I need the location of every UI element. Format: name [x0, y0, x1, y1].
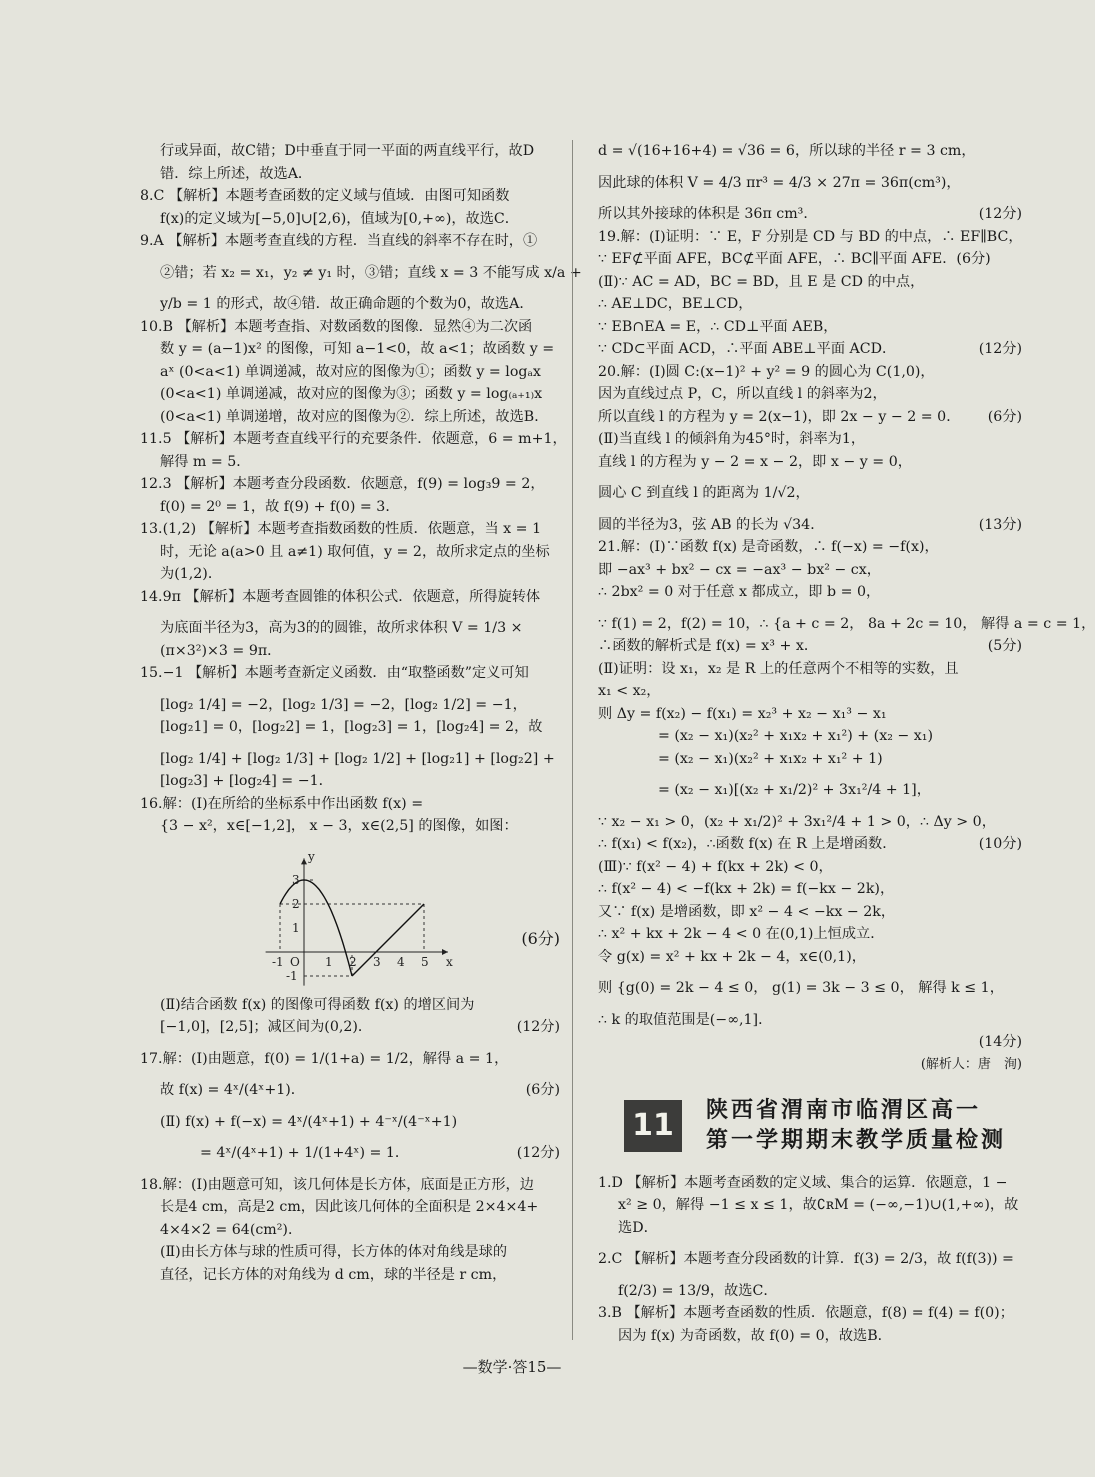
- text-line-content: 10.B 【解析】本题考查指、对数函数的图像．显然④为二次函: [140, 318, 533, 335]
- x-axis-label: x: [446, 954, 453, 969]
- text-line-content: 16.解：(Ⅰ)在所给的坐标系中作出函数 f(x) =: [140, 795, 424, 812]
- y-tick-label: -1: [286, 968, 298, 983]
- text-line: [598, 1194, 1022, 1217]
- section-title: [706, 1096, 1006, 1156]
- text-line: [598, 226, 1022, 249]
- text-line: [140, 518, 560, 541]
- text-line-content: 故 f(x) = 4ˣ/(4ˣ+1)．: [160, 1082, 305, 1098]
- text-line-content: 12.3 【解析】本题考查分段函数．依题意，f(9) = log₃9 = 2，: [140, 476, 545, 492]
- y-tick-label: 1: [292, 920, 300, 935]
- text-line: [140, 1079, 560, 1102]
- text-line: [598, 946, 1022, 969]
- left-lines: [140, 140, 582, 838]
- text-line-content: ∴ k 的取值范围是(−∞,1]．: [598, 1011, 773, 1028]
- text-line: [140, 140, 560, 163]
- text-line: [598, 923, 1022, 946]
- text-line: [598, 271, 1022, 294]
- text-line: [140, 361, 560, 384]
- text-line-content: 数 y = (a−1)x² 的图像，可知 a−1<0，故 a<1；故函数 y =: [160, 341, 555, 357]
- text-line-content: 错．综上所述，故选A．: [160, 165, 313, 182]
- text-line: [598, 248, 1022, 271]
- text-line-content: = (x₂ − x₁)(x₂² + x₁x₂ + x₁²) + (x₂ − x₁): [658, 728, 934, 744]
- origin-label: O: [290, 954, 300, 969]
- text-line-content: 选D．: [618, 1219, 658, 1236]
- text-line: [140, 451, 560, 474]
- text-line: [140, 694, 560, 717]
- text-line: [140, 586, 560, 609]
- text-line-content: 圆心 C 到直线 l 的距离为 1/√2，: [598, 485, 810, 501]
- text-line-content: = (x₂ − x₁)(x₂² + x₁x₂ + x₁² + 1): [658, 750, 883, 767]
- text-line: [598, 1217, 1022, 1240]
- text-line: [598, 428, 1022, 451]
- score-label: (12分): [978, 206, 1022, 222]
- text-line-content: 13.(1,2) 【解析】本题考查指数函数的性质．依题意，当 x = 1: [140, 521, 542, 537]
- text-line-content: (14分): [978, 1034, 1022, 1050]
- score-label: (10分): [978, 836, 1022, 852]
- score-label: (6分): [525, 1082, 560, 1098]
- text-line: [140, 496, 560, 519]
- text-line: [598, 748, 1022, 771]
- text-line-content: ∴ x² + kx + 2k − 4 < 0 在(0,1)上恒成立．: [598, 926, 885, 942]
- text-line-content: ∴函数的解析式是 f(x) = x³ + x．: [598, 638, 819, 654]
- function-graph: [140, 840, 560, 990]
- score-label: (5分): [987, 638, 1022, 654]
- text-line-content: 14.9π 【解析】本题考查圆锥的体积公式．依题意，所得旋转体: [140, 588, 541, 605]
- text-line-content: (Ⅲ)∵ f(x² − 4) + f(kx + 2k) < 0，: [598, 858, 833, 875]
- text-line-content: (0<a<1) 单调递减，故对应的图像为③；函数 y = log₍ₐ₊₁₎x: [160, 386, 543, 402]
- text-line-content: 15.−1 【解析】本题考查新定义函数．由“取整函数”定义可知: [140, 665, 529, 681]
- text-line: [598, 1031, 1022, 1054]
- text-line-content: 因为直线过点 P，C，所以直线 l 的斜率为2，: [598, 386, 887, 402]
- analyst-credit: (解析人：唐 洵): [920, 1056, 1022, 1072]
- text-line: [598, 316, 1022, 339]
- text-line: [598, 779, 1022, 802]
- text-line-content: (Ⅱ) f(x) + f(−x) = 4ˣ/(4ˣ+1) + 4⁻ˣ/(4⁻ˣ+1): [160, 1113, 458, 1130]
- text-line: [598, 406, 1022, 429]
- text-line-content: 令 g(x) = x² + kx + 2k − 4，x∈(0,1)，: [598, 948, 866, 965]
- text-line: [140, 1142, 560, 1165]
- text-line-content: 即 −ax³ + bx² − cx = −ax³ − bx² − cx，: [598, 561, 881, 578]
- text-line: [598, 536, 1022, 559]
- text-line-content: f(x)的定义域为[−5,0]∪[2,6)，值域为[0,+∞)，故选C．: [160, 210, 519, 227]
- text-line-content: 直径，记长方体的对角线为 d cm，球的半径是 r cm，: [160, 1266, 507, 1283]
- text-line: [140, 473, 560, 496]
- text-line-content: 长是4 cm，高是2 cm，因此该几何体的全面积是 2×4×4+: [160, 1199, 539, 1215]
- text-line: [140, 617, 560, 640]
- text-line-content: ②错；若 x₂ = x₁，y₂ ≠ y₁ 时，③错；直线 x = 3 不能写成 x/a +: [160, 264, 582, 281]
- score-label: (6分): [987, 408, 1022, 425]
- text-line-content: = 4ˣ/(4ˣ+1) + 1/(1+4ˣ) = 1．: [200, 1145, 410, 1161]
- text-line: [140, 262, 582, 285]
- x-tick-label: 4: [397, 954, 405, 969]
- text-line-content: [log₂3] + [log₂4] = −1．: [160, 773, 333, 789]
- text-line-content: [log₂ 1/4] + [log₂ 1/3] + [log₂ 1/2] + [log₂1] + [log₂2] +: [160, 750, 555, 767]
- left-column: [140, 140, 582, 1286]
- score-label: (12分): [516, 1145, 560, 1161]
- score-label: (12分): [978, 341, 1022, 357]
- section-title-line1: 陕西省渭南市临渭区高一: [706, 1097, 982, 1123]
- text-line: [598, 559, 1022, 582]
- text-line: [140, 406, 560, 429]
- text-line-content: (Ⅱ)当直线 l 的倾斜角为45°时，斜率为1，: [598, 431, 866, 447]
- text-line-content: ∴ AE⊥DC，BE⊥CD，: [598, 296, 753, 312]
- text-line-content: 1.D 【解析】本题考查函数的定义域、集合的运算．依题意，1 −: [598, 1174, 1008, 1191]
- text-line-content: 又∵ f(x) 是增函数，即 x² − 4 < −kx − 2k，: [598, 903, 896, 920]
- text-line: [598, 203, 1022, 226]
- text-line-content: 圆的半径为3，弦 AB 的长为 √34．: [598, 516, 825, 533]
- text-line-content: 为底面半径为3，高为3的的圆锥，故所求体积 V = 1/3 ×: [160, 620, 523, 636]
- y-tick-label: 3: [292, 872, 300, 887]
- text-line: [140, 316, 560, 339]
- text-line-content: ∵ f(1) = 2，f(2) = 10，∴ {a + c = 2， 8a + 2c = 10， 解得 a = c = 1，: [598, 615, 1095, 632]
- text-line: [140, 208, 560, 231]
- text-line: [140, 541, 560, 564]
- text-line: [140, 1174, 560, 1197]
- text-line: [598, 338, 1022, 361]
- text-line-content: (π×3²)×3 = 9π．: [160, 642, 282, 659]
- text-line-content: ∴ f(x² − 4) < −f(kx + 2k) = f(−kx − 2k)，: [598, 881, 895, 897]
- text-line: [598, 1009, 1022, 1032]
- text-line-content: 直线 l 的方程为 y − 2 = x − 2，即 x − y = 0，: [598, 453, 912, 470]
- text-line: [140, 563, 560, 586]
- text-line: [598, 514, 1022, 537]
- text-line: [598, 725, 1022, 748]
- text-line-content: 所以直线 l 的方程为 y = 2(x−1)，即 2x − y − 2 = 0．: [598, 408, 961, 425]
- text-line-content: (Ⅱ)由长方体与球的性质可得，长方体的体对角线是球的: [160, 1244, 508, 1260]
- section-number-badge: 11: [624, 1100, 682, 1152]
- text-line: [140, 1241, 560, 1264]
- text-line: [598, 140, 1022, 163]
- text-line-content: 8.C 【解析】本题考查函数的定义域与值域．由图可知函数: [140, 188, 510, 204]
- text-line: [140, 1048, 560, 1071]
- text-line: [598, 1325, 1022, 1348]
- text-line-content: = (x₂ − x₁)[(x₂ + x₁/2)² + 3x₁²/4 + 1]，: [658, 782, 931, 798]
- right-column: [598, 140, 1095, 1347]
- text-line: [598, 811, 1022, 834]
- text-line: [140, 185, 560, 208]
- text-line: [598, 856, 1022, 879]
- text-line-content: 21.解：(Ⅰ)∵函数 f(x) 是奇函数，∴ f(−x) = −f(x)，: [598, 539, 939, 555]
- text-line: [598, 172, 1022, 195]
- text-line-content: x₁ < x₂，: [598, 683, 661, 699]
- x-tick-label: -1: [272, 954, 284, 969]
- text-line: [598, 1280, 1022, 1303]
- text-line: [140, 770, 560, 793]
- text-line-content: f(0) = 2⁰ = 1，故 f(9) + f(0) = 3．: [160, 498, 400, 515]
- column-divider: [572, 140, 573, 1340]
- text-line-content: 9.A 【解析】本题考查直线的方程．当直线的斜率不存在时，①: [140, 233, 538, 249]
- text-line-content: [−1,0]，[2,5]；减区间为(0,2)．: [160, 1019, 373, 1035]
- text-line: [140, 815, 560, 838]
- text-line-content: 17.解：(Ⅰ)由题意，f(0) = 1/(1+a) = 1/2，解得 a = 1，: [140, 1050, 509, 1067]
- text-line: [598, 613, 1095, 636]
- text-line-content: 因此球的体积 V = 4/3 πr³ = 4/3 × 27π = 36π(cm³)，: [598, 174, 961, 191]
- text-line-content: 所以其外接球的体积是 36π cm³．: [598, 206, 818, 222]
- text-line: [140, 230, 560, 253]
- text-line-content: 为(1,2)．: [160, 566, 223, 582]
- text-line-content: 解得 m = 5．: [160, 453, 251, 470]
- text-line-content: f(2/3) = 13/9，故选C．: [618, 1282, 778, 1299]
- text-line-content: 因为 f(x) 为奇函数，故 f(0) = 0，故选B．: [618, 1327, 892, 1344]
- section-banner: [598, 1094, 1022, 1164]
- x-tick-label: 3: [373, 954, 381, 969]
- text-line-content: [log₂ 1/4] = −2，[log₂ 1/3] = −2，[log₂ 1/2] = −1，: [160, 696, 527, 713]
- text-line: [140, 662, 560, 685]
- text-line: [598, 451, 1022, 474]
- text-line-content: 3.B 【解析】本题考查函数的性质．依题意，f(8) = f(4) = f(0)；: [598, 1305, 1014, 1321]
- text-line-content: ∵ CD⊂平面 ACD，∴平面 ABE⊥平面 ACD．: [598, 341, 897, 357]
- graph-score: (6分): [521, 928, 560, 948]
- right-lines-after: [598, 1172, 1022, 1348]
- text-line-content: {3 − x²，x∈[−1,2]， x − 3，x∈(2,5] 的图像，如图：: [160, 818, 518, 834]
- text-line-content: [log₂1] = 0，[log₂2] = 1，[log₂3] = 1，[log₂4] = 2，故: [160, 719, 543, 735]
- text-line-content: 则 {g(0) = 2k − 4 ≤ 0， g(1) = 3k − 3 ≤ 0， 解得 k ≤ 1，: [598, 980, 1004, 996]
- text-line-content: 行或异面，故C错；D中垂直于同一平面的两直线平行，故D: [160, 143, 535, 159]
- text-line-content: ∵ x₂ − x₁ > 0，(x₂ + x₁/2)² + 3x₁²/4 + 1 > 0，∴ Δy > 0，: [598, 813, 996, 830]
- text-line-content: 则 Δy = f(x₂) − f(x₁) = x₂³ + x₂ − x₁³ − x₁: [598, 705, 887, 722]
- text-line-content: ∵ EB∩EA = E，∴ CD⊥平面 AEB，: [598, 318, 838, 335]
- score-label: (12分): [516, 1019, 560, 1035]
- text-line-content: x² ≥ 0，解得 −1 ≤ x ≤ 1，故∁ʀM = (−∞,−1)∪(1,+∞)，故: [618, 1197, 1019, 1213]
- text-line-content: (Ⅱ)结合函数 f(x) 的图像可得函数 f(x) 的增区间为: [160, 996, 475, 1013]
- text-line: [140, 163, 560, 186]
- text-line: [598, 1172, 1022, 1195]
- page-footer: —数学·答15—: [462, 1358, 562, 1376]
- text-line: [140, 716, 560, 739]
- text-line-content: (Ⅱ)∵ AC = AD，BC = BD，且 E 是 CD 的中点，: [598, 273, 925, 290]
- linear-segment: [352, 904, 424, 976]
- text-line: [598, 635, 1022, 658]
- text-line: [598, 1248, 1022, 1271]
- text-line: [598, 361, 1022, 384]
- text-line: [598, 658, 1022, 681]
- text-line-content: ∴ 2bx² = 0 对于任意 x 都成立，即 b = 0，: [598, 584, 881, 600]
- text-line-content: 4×4×2 = 64(cm²)．: [160, 1221, 303, 1238]
- score-label: (13分): [978, 516, 1022, 533]
- x-tick-label: 1: [325, 954, 333, 969]
- text-line: [140, 748, 560, 771]
- text-line: [598, 383, 1022, 406]
- text-line-content: 2.C 【解析】本题考查分段函数的计算．f(3) = 2/3，故 f(f(3)) =: [598, 1251, 1014, 1267]
- right-lines: [598, 140, 1095, 1054]
- text-line: [140, 428, 567, 451]
- text-line: [598, 878, 1022, 901]
- text-line: [598, 581, 1022, 604]
- text-line-content: 时，无论 a(a>0 且 a≠1) 取何值，y = 2，故所求定点的坐标: [160, 543, 550, 560]
- text-line: [140, 383, 560, 406]
- text-line-content: (0<a<1) 单调递增，故对应的图像为②．综上所述，故选B．: [160, 408, 549, 425]
- text-line: [140, 1219, 560, 1242]
- text-line-content: 20.解：(Ⅰ)圆 C:(x−1)² + y² = 9 的圆心为 C(1,0)，: [598, 363, 935, 380]
- text-line: [598, 901, 1022, 924]
- text-line-content: 11.5 【解析】本题考查直线平行的充要条件．依题意，6 = m+1，: [140, 431, 567, 447]
- y-tick-label: 2: [292, 896, 300, 911]
- text-line-content: 19.解：(Ⅰ)证明：∵ E，F 分别是 CD 与 BD 的中点，∴ EF∥BC，: [598, 228, 1023, 245]
- graph-svg: [210, 840, 530, 990]
- text-line-content: y/b = 1 的形式，故④错．故正确命题的个数为0，故选A．: [160, 296, 534, 312]
- text-line: [140, 1111, 560, 1134]
- text-line: [140, 338, 560, 361]
- text-line: [140, 1016, 560, 1039]
- text-line-content: d = √(16+16+4) = √36 = 6，所以球的半径 r = 3 cm，: [598, 143, 976, 159]
- text-line: [140, 293, 560, 316]
- text-line-content: 18.解：(Ⅰ)由题意可知，该几何体是长方体，底面是正方形，边: [140, 1176, 534, 1193]
- text-line: [140, 793, 560, 816]
- text-line: [140, 1264, 560, 1287]
- text-line: [598, 680, 1022, 703]
- text-line: [140, 994, 560, 1017]
- text-line-content: ∵ EF⊄平面 AFE，BC⊄平面 AFE，∴ BC∥平面 AFE．(6分): [598, 251, 991, 267]
- text-line: [140, 1196, 560, 1219]
- text-line: [598, 1302, 1022, 1325]
- text-line: [140, 640, 560, 663]
- x-tick-label: 5: [421, 954, 429, 969]
- x-tick-label: 2: [349, 954, 357, 969]
- left-lines-after: [140, 994, 560, 1287]
- text-line: [598, 703, 1022, 726]
- y-axis-label: y: [308, 848, 315, 863]
- y-axis-arrow: [301, 858, 307, 864]
- text-line-content: (Ⅱ)证明：设 x₁，x₂ 是 R 上的任意两个不相等的实数，且: [598, 660, 959, 677]
- section-title-line2: 第一学期期末教学质量检测: [706, 1127, 1007, 1153]
- text-line-content: aˣ (0<a<1) 单调递减，故对应的图像为①；函数 y = logₐx: [160, 363, 541, 380]
- text-line: [598, 482, 1022, 505]
- text-line: [598, 977, 1022, 1000]
- text-line-content: ∴ f(x₁) < f(x₂)，∴函数 f(x) 在 R 上是增函数．: [598, 836, 897, 852]
- text-line: [598, 833, 1022, 856]
- text-line: [598, 293, 1022, 316]
